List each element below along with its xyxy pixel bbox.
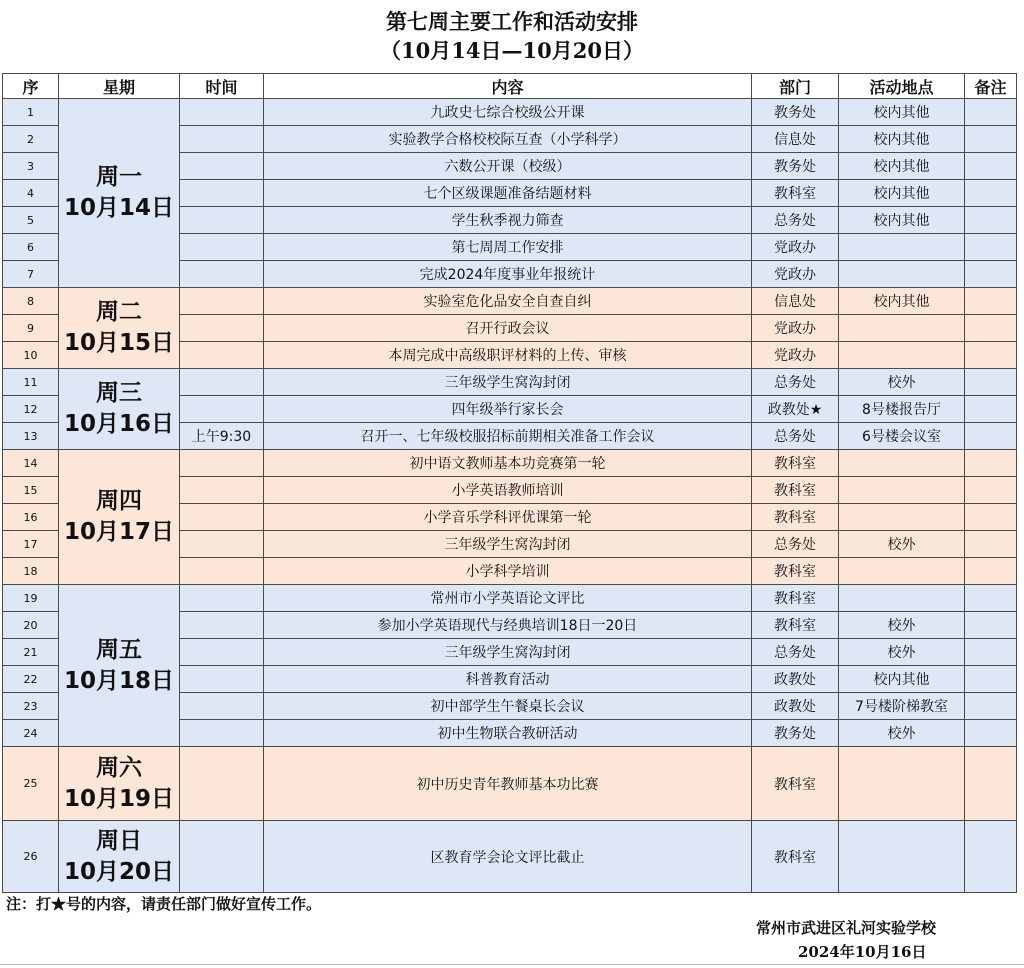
location-cell: 校内其他 (839, 180, 965, 207)
row-number: 6 (3, 234, 59, 261)
dept-cell: 教务处 (752, 153, 839, 180)
location-cell: 7号楼阶梯教室 (839, 693, 965, 720)
row-number: 8 (3, 288, 59, 315)
content-cell: 四年级举行家长会 (264, 396, 752, 423)
remark-cell (965, 342, 1017, 369)
remark-cell (965, 612, 1017, 639)
header-location: 活动地点 (839, 74, 965, 99)
weekday-cell (59, 585, 180, 747)
content-cell: 本周完成中高级职评材料的上传、审核 (264, 342, 752, 369)
content-cell: 参加小学英语现代与经典培训18日一20日 (264, 612, 752, 639)
remark-cell (965, 234, 1017, 261)
divider (0, 964, 1024, 965)
header-time: 时间 (180, 74, 264, 99)
time-cell (180, 207, 264, 234)
time-cell (180, 477, 264, 504)
time-cell (180, 261, 264, 288)
dept-cell: 总务处 (752, 369, 839, 396)
row-number: 3 (3, 153, 59, 180)
remark-cell (965, 99, 1017, 126)
location-cell (839, 585, 965, 612)
row-number: 7 (3, 261, 59, 288)
dept-cell: 教科室 (752, 821, 839, 893)
table-row (3, 821, 1017, 893)
location-cell (839, 315, 965, 342)
footnote: 注：打★号的内容，请责任部门做好宣传工作。 (6, 895, 322, 913)
row-number: 23 (3, 693, 59, 720)
weekday-cell (59, 747, 180, 821)
row-number: 21 (3, 639, 59, 666)
dept-cell: 教务处 (752, 99, 839, 126)
remark-cell (965, 720, 1017, 747)
schedule-body (3, 99, 1017, 893)
dept-cell: 教务处 (752, 720, 839, 747)
table-row (3, 747, 1017, 821)
content-cell: 小学英语教师培训 (264, 477, 752, 504)
location-cell: 校内其他 (839, 153, 965, 180)
content-cell: 常州市小学英语论文评比 (264, 585, 752, 612)
time-cell (180, 720, 264, 747)
location-cell (839, 558, 965, 585)
weekday-name: 周日 (96, 827, 142, 854)
time-cell (180, 180, 264, 207)
location-cell: 校外 (839, 531, 965, 558)
remark-cell (965, 585, 1017, 612)
time-cell (180, 585, 264, 612)
table-row (3, 99, 1017, 126)
remark-cell (965, 558, 1017, 585)
row-number: 18 (3, 558, 59, 585)
content-cell: 七个区级课题准备结题材料 (264, 180, 752, 207)
content-cell: 初中部学生午餐桌长会议 (264, 693, 752, 720)
content-cell: 召开一、七年级校服招标前期相关准备工作会议 (264, 423, 752, 450)
dept-cell: 教科室 (752, 450, 839, 477)
content-cell: 第七周周工作安排 (264, 234, 752, 261)
weekday-name: 周四 (96, 488, 142, 514)
row-number: 20 (3, 612, 59, 639)
remark-cell (965, 126, 1017, 153)
dept-cell: 党政办 (752, 261, 839, 288)
weekday-date: 10月19日 (63, 785, 174, 812)
content-cell: 学生秋季视力筛查 (264, 207, 752, 234)
content-cell: 三年级学生窝沟封闭 (264, 639, 752, 666)
table-row (3, 288, 1017, 315)
content-cell: 实验教学合格校校际互查（小学科学） (264, 126, 752, 153)
row-number: 2 (3, 126, 59, 153)
dept-cell: 教科室 (752, 585, 839, 612)
time-cell (180, 747, 264, 821)
dept-cell: 教科室 (752, 504, 839, 531)
weekday-date: 10月20日 (63, 858, 174, 885)
time-cell (180, 666, 264, 693)
page-subtitle: （10月14日—10月20日） (380, 38, 644, 63)
row-number: 22 (3, 666, 59, 693)
remark-cell (965, 747, 1017, 821)
header-dept: 部门 (752, 74, 839, 99)
location-cell: 校外 (839, 720, 965, 747)
remark-cell (965, 180, 1017, 207)
dept-cell: 教科室 (752, 558, 839, 585)
content-cell: 三年级学生窝沟封闭 (264, 369, 752, 396)
content-cell: 三年级学生窝沟封闭 (264, 531, 752, 558)
time-cell (180, 342, 264, 369)
content-cell: 初中历史青年教师基本功比赛 (264, 747, 752, 821)
remark-cell (965, 396, 1017, 423)
dept-cell: 总务处 (752, 423, 839, 450)
row-number: 12 (3, 396, 59, 423)
time-cell (180, 450, 264, 477)
content-cell: 初中生物联合教研活动 (264, 720, 752, 747)
table-row (3, 585, 1017, 612)
weekday-date: 10月14日 (63, 195, 174, 221)
weekday-cell (59, 821, 180, 893)
time-cell (180, 153, 264, 180)
issue-date: 2024年10月16日 (798, 943, 927, 961)
remark-cell (965, 639, 1017, 666)
time-cell (180, 234, 264, 261)
remark-cell (965, 423, 1017, 450)
row-number: 17 (3, 531, 59, 558)
weekday-date: 10月18日 (63, 667, 174, 694)
location-cell: 校内其他 (839, 288, 965, 315)
content-cell: 科普教育活动 (264, 666, 752, 693)
remark-cell (965, 693, 1017, 720)
row-number: 15 (3, 477, 59, 504)
location-cell (839, 450, 965, 477)
row-number: 10 (3, 342, 59, 369)
row-number: 11 (3, 369, 59, 396)
weekday-cell (59, 369, 180, 450)
dept-cell: 信息处 (752, 126, 839, 153)
header-content: 内容 (264, 74, 752, 99)
weekday-name: 周一 (96, 164, 142, 190)
content-cell: 六数公开课（校级） (264, 153, 752, 180)
remark-cell (965, 531, 1017, 558)
dept-cell: 教科室 (752, 180, 839, 207)
dept-cell: 政教处 (752, 666, 839, 693)
row-number: 4 (3, 180, 59, 207)
header-row (3, 74, 1017, 99)
location-cell: 校内其他 (839, 99, 965, 126)
header-remark: 备注 (965, 74, 1017, 99)
location-cell: 校外 (839, 612, 965, 639)
remark-cell (965, 821, 1017, 893)
row-number: 25 (3, 747, 59, 821)
weekday-cell (59, 99, 180, 288)
weekday-name: 周五 (96, 636, 142, 663)
remark-cell (965, 666, 1017, 693)
location-cell: 校内其他 (839, 666, 965, 693)
row-number: 16 (3, 504, 59, 531)
remark-cell (965, 450, 1017, 477)
remark-cell (965, 207, 1017, 234)
row-number: 19 (3, 585, 59, 612)
location-cell: 校外 (839, 639, 965, 666)
time-cell (180, 693, 264, 720)
remark-cell (965, 504, 1017, 531)
content-cell: 小学科学培训 (264, 558, 752, 585)
schedule-table (2, 73, 1017, 893)
time-cell (180, 612, 264, 639)
dept-cell: 总务处 (752, 639, 839, 666)
remark-cell (965, 369, 1017, 396)
dept-cell: 政教处 (752, 693, 839, 720)
weekday-name: 周三 (96, 380, 142, 406)
location-cell (839, 234, 965, 261)
dept-cell: 政教处★ (752, 396, 839, 423)
time-cell (180, 531, 264, 558)
remark-cell (965, 153, 1017, 180)
location-cell (839, 342, 965, 369)
time-cell (180, 821, 264, 893)
row-number: 26 (3, 821, 59, 893)
dept-cell: 党政办 (752, 315, 839, 342)
weekday-date: 10月17日 (63, 519, 174, 545)
remark-cell (965, 315, 1017, 342)
content-cell: 九政史七综合校级公开课 (264, 99, 752, 126)
content-cell: 区教育学会论文评比截止 (264, 821, 752, 893)
location-cell: 校外 (839, 369, 965, 396)
time-cell (180, 558, 264, 585)
row-number: 13 (3, 423, 59, 450)
dept-cell: 教科室 (752, 477, 839, 504)
weekday-name: 周二 (96, 299, 142, 325)
content-cell: 完成2024年度事业年报统计 (264, 261, 752, 288)
header-weekday: 星期 (59, 74, 180, 99)
location-cell (839, 747, 965, 821)
weekday-date: 10月15日 (63, 330, 174, 356)
table-row (3, 369, 1017, 396)
time-cell: 上午9:30 (180, 423, 264, 450)
time-cell (180, 504, 264, 531)
time-cell (180, 288, 264, 315)
time-cell (180, 396, 264, 423)
weekday-name: 周六 (96, 754, 142, 781)
weekday-cell (59, 450, 180, 585)
remark-cell (965, 288, 1017, 315)
location-cell (839, 504, 965, 531)
time-cell (180, 99, 264, 126)
row-number: 9 (3, 315, 59, 342)
content-cell: 实验室危化品安全自查自纠 (264, 288, 752, 315)
content-cell: 召开行政会议 (264, 315, 752, 342)
school-name: 常州市武进区礼河实验学校 (756, 919, 937, 937)
remark-cell (965, 261, 1017, 288)
location-cell: 8号楼报告厅 (839, 396, 965, 423)
location-cell (839, 477, 965, 504)
content-cell: 小学音乐学科评优课第一轮 (264, 504, 752, 531)
dept-cell: 总务处 (752, 207, 839, 234)
location-cell: 校内其他 (839, 126, 965, 153)
time-cell (180, 369, 264, 396)
location-cell: 校内其他 (839, 207, 965, 234)
content-cell: 初中语文教师基本功竞赛第一轮 (264, 450, 752, 477)
location-cell (839, 261, 965, 288)
dept-cell: 信息处 (752, 288, 839, 315)
dept-cell: 党政办 (752, 342, 839, 369)
row-number: 24 (3, 720, 59, 747)
dept-cell: 总务处 (752, 531, 839, 558)
remark-cell (965, 477, 1017, 504)
weekday-date: 10月16日 (63, 411, 174, 437)
dept-cell: 党政办 (752, 234, 839, 261)
time-cell (180, 639, 264, 666)
weekday-cell (59, 288, 180, 369)
location-cell: 6号楼会议室 (839, 423, 965, 450)
page-title: 第七周主要工作和活动安排 (386, 9, 638, 34)
dept-cell: 教科室 (752, 747, 839, 821)
table-row (3, 450, 1017, 477)
time-cell (180, 315, 264, 342)
dept-cell: 教科室 (752, 612, 839, 639)
row-number: 5 (3, 207, 59, 234)
row-number: 1 (3, 99, 59, 126)
row-number: 14 (3, 450, 59, 477)
time-cell (180, 126, 264, 153)
header-num: 序 (3, 74, 59, 99)
location-cell (839, 821, 965, 893)
